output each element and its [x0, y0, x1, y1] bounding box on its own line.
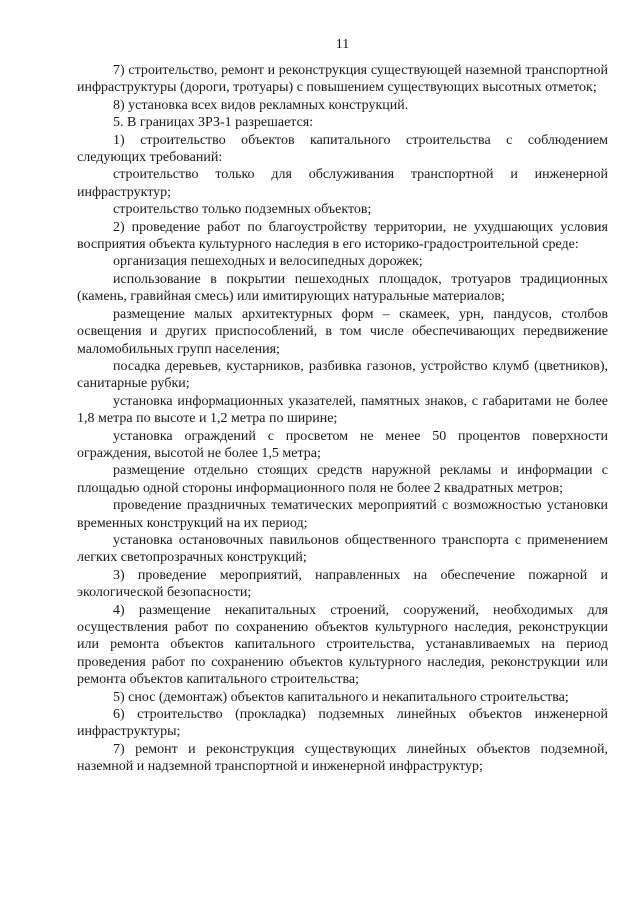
paragraph-fences: установка ограждений с просветом не менее 50 процентов поверхности ограждения, высотой не более 1,5 метра; — [77, 428, 608, 461]
paragraph-bus-stops: установка остановочных павильонов общественного транспорта с применением легких светопрозрачных конструкций; — [77, 532, 608, 566]
paragraph-signs: установка информационных указателей, памятных знаков, с габаритами не более 1,8 метра по высоте и 1,2 метра по ширине; — [77, 393, 608, 427]
paragraph-outdoor-ads: размещение отдельно стоящих средств наружной рекламы и информации с площадью одной стороны информационного поля не более 2 квадратных метров; — [77, 463, 608, 496]
paragraph-paths: организация пешеходных и велосипедных дорожек; — [113, 254, 423, 270]
paragraph-item-8-advertising: 8) установка всех видов рекламных конструкций. — [113, 97, 409, 113]
section-5-heading: 5. В границах ЗРЗ-1 разрешается: — [113, 115, 314, 131]
document-page — [77, 36, 608, 776]
page-number: 11 — [335, 37, 350, 52]
paragraph-item-2-landscaping: 2) проведение работ по благоустройству территории, не ухудшающих условия восприятия объекта культурного наследия в его историко-градостроительной среде: — [77, 219, 608, 253]
paragraph-item-4-temporary-structures: 4) размещение некапитальных строений, сооружений, необходимых для осуществления работ по сохранению объектов культурного наследия, реконструкции или ремонта объектов капитального строительства, устанавливаемых на период проведения работ по сохранению объектов культурного наследия, реконструкции или ремонта объектов капитального строительства; — [77, 602, 608, 688]
paragraph-item-5-demolition: 5) снос (демонтаж) объектов капитального и некапитального строительства; — [113, 689, 569, 705]
paragraph-planting: посадка деревьев, кустарников, разбивка газонов, устройство клумб (цветников), санитарные рубки; — [77, 358, 608, 392]
paragraph-item-6-underground-lines: 6) строительство (прокладка) подземных линейных объектов инженерной инфраструктуры; — [77, 707, 608, 740]
paragraph-item-7-transport: 7) строительство, ремонт и реконструкция существующей наземной транспортной инфраструктуры (дороги, тротуары) с повышением существующих высотных отметок; — [77, 63, 608, 96]
paragraph-item-3-safety: 3) проведение мероприятий, направленных на обеспечение пожарной и экологической безопасности; — [77, 567, 608, 601]
paragraph-events: проведение праздничных тематических мероприятий с возможностью установки временных конструкций на их период; — [77, 498, 608, 531]
paragraph-requirement-underground: строительство только подземных объектов; — [113, 202, 372, 218]
paragraph-paving: использование в покрытии пешеходных площадок, тротуаров традиционных (камень, гравийная смесь) или имитирующих натуральные материалов; — [77, 271, 608, 305]
paragraph-item-1-construction: 1) строительство объектов капитального строительства с соблюдением следующих требований: — [77, 132, 608, 166]
paragraph-item-7-linear-objects: 7) ремонт и реконструкция существующих линейных объектов подземной, наземной и надземной транспортной и инженерной инфраструктур; — [77, 741, 608, 775]
paragraph-requirement-infrastructure: строительство только для обслуживания транспортной и инженерной инфраструктур; — [77, 167, 608, 200]
paragraph-small-forms: размещение малых архитектурных форм – скамеек, урн, пандусов, столбов освещения и других приспособлений, в том числе обеспечивающих передвижение маломобильных групп населения; — [77, 306, 608, 357]
